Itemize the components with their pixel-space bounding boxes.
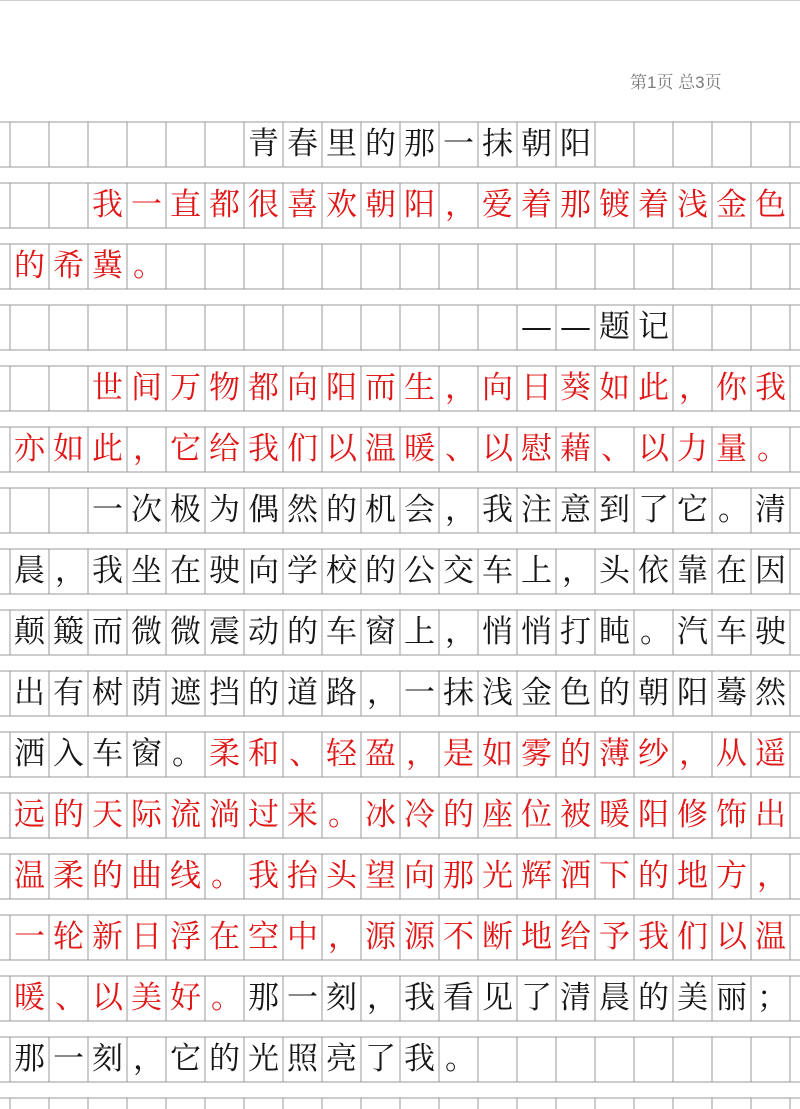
essay-char: 一 xyxy=(14,919,45,955)
essay-char: 微 xyxy=(131,614,162,650)
essay-char: 窗 xyxy=(365,614,396,650)
essay-char: 到 xyxy=(599,492,630,528)
essay-char: — xyxy=(521,309,552,345)
essay-char: ； xyxy=(757,980,788,1016)
essay-char: 饰 xyxy=(716,797,747,833)
essay-char: 有 xyxy=(53,675,84,711)
essay-char: 公 xyxy=(404,553,435,589)
essay-char: 柔 xyxy=(209,736,240,772)
essay-char: 如 xyxy=(53,431,84,467)
essay-char: 我 xyxy=(755,370,786,406)
essay-char: ， xyxy=(406,736,437,772)
essay-char: 给 xyxy=(209,431,240,467)
essay-char: 浮 xyxy=(170,919,201,955)
essay-char: 冀 xyxy=(92,248,123,284)
essay-char: 驶 xyxy=(209,553,240,589)
essay-char: 我 xyxy=(482,492,513,528)
essay-char: 来 xyxy=(287,797,318,833)
essay-char: 荫 xyxy=(131,675,162,711)
essay-char: 一 xyxy=(53,1041,84,1077)
essay-char: 阳 xyxy=(404,187,435,223)
essay-char: 它 xyxy=(170,1041,201,1077)
essay-char: 因 xyxy=(755,553,786,589)
essay-char: 挡 xyxy=(209,675,240,711)
essay-char: 色 xyxy=(560,675,591,711)
essay-char: 出 xyxy=(755,797,786,833)
essay-char: 。 xyxy=(757,431,788,467)
essay-char: 向 xyxy=(248,553,279,589)
essay-char: 震 xyxy=(209,614,240,650)
essay-char: 都 xyxy=(248,370,279,406)
essay-char: 那 xyxy=(404,126,435,162)
essay-char: 亦 xyxy=(14,431,45,467)
essay-char: 遮 xyxy=(170,675,201,711)
essay-char: 的 xyxy=(209,1041,240,1077)
essay-char: 光 xyxy=(248,1041,279,1077)
essay-char: 轻 xyxy=(326,736,357,772)
essay-char: 的 xyxy=(92,858,123,894)
essay-char: 一 xyxy=(92,492,123,528)
essay-char: 喜 xyxy=(287,187,318,223)
essay-char: 。 xyxy=(211,980,242,1016)
essay-char: 驶 xyxy=(755,614,786,650)
essay-char: 如 xyxy=(599,370,630,406)
essay-char: 淌 xyxy=(209,797,240,833)
essay-char: 们 xyxy=(287,431,318,467)
essay-char: 下 xyxy=(599,858,630,894)
essay-char: 温 xyxy=(14,858,45,894)
essay-char: 过 xyxy=(248,797,279,833)
essay-char: 而 xyxy=(365,370,396,406)
essay-char: 空 xyxy=(248,919,279,955)
essay-char: 温 xyxy=(755,919,786,955)
essay-char: 日 xyxy=(521,370,552,406)
essay-char: 我 xyxy=(248,858,279,894)
essay-char: 刻 xyxy=(92,1041,123,1077)
essay-char: 。 xyxy=(172,736,203,772)
essay-char: ， xyxy=(367,675,398,711)
essay-char: 清 xyxy=(560,980,591,1016)
essay-char: 那 xyxy=(443,858,474,894)
essay-char: 头 xyxy=(326,858,357,894)
essay-char: 洒 xyxy=(14,736,45,772)
essay-char: 。 xyxy=(328,797,359,833)
essay-char: 阳 xyxy=(677,675,708,711)
essay-char: 的 xyxy=(443,797,474,833)
essay-char: 亮 xyxy=(326,1041,357,1077)
essay-char: 暖 xyxy=(404,431,435,467)
essay-char: ， xyxy=(679,736,710,772)
essay-char: — xyxy=(560,309,591,345)
essay-char: 看 xyxy=(443,980,474,1016)
essay-char: ， xyxy=(757,858,788,894)
essay-char: 微 xyxy=(170,614,201,650)
essay-char: 。 xyxy=(445,1041,476,1077)
essay-char: 向 xyxy=(482,370,513,406)
essay-char: 很 xyxy=(248,187,279,223)
essay-char: 簸 xyxy=(53,614,84,650)
essay-char: 的 xyxy=(560,736,591,772)
essay-char: 的 xyxy=(14,248,45,284)
essay-char: 流 xyxy=(170,797,201,833)
essay-char: 天 xyxy=(92,797,123,833)
essay-char: 的 xyxy=(599,675,630,711)
essay-char: 修 xyxy=(677,797,708,833)
essay-char: 朝 xyxy=(365,187,396,223)
essay-char: 向 xyxy=(404,858,435,894)
essay-char: 生 xyxy=(404,370,435,406)
essay-char: 日 xyxy=(131,919,162,955)
essay-char: 会 xyxy=(404,492,435,528)
essay-char: 了 xyxy=(365,1041,396,1077)
essay-char: 位 xyxy=(521,797,552,833)
essay-char: 间 xyxy=(131,370,162,406)
essay-char: 上 xyxy=(404,614,435,650)
essay-char: 树 xyxy=(92,675,123,711)
essay-char: 向 xyxy=(287,370,318,406)
essay-char: 轮 xyxy=(53,919,84,955)
essay-char: 抬 xyxy=(287,858,318,894)
essay-char: 我 xyxy=(404,1041,435,1077)
essay-char: 刻 xyxy=(326,980,357,1016)
essay-char: 量 xyxy=(716,431,747,467)
essay-char: 我 xyxy=(404,980,435,1016)
essay-char: 美 xyxy=(131,980,162,1016)
essay-char: 力 xyxy=(677,431,708,467)
essay-char: 你 xyxy=(716,370,747,406)
essay-char: 那 xyxy=(248,980,279,1016)
essay-char: 依 xyxy=(638,553,669,589)
essay-char: 我 xyxy=(92,187,123,223)
essay-char: 以 xyxy=(716,919,747,955)
essay-char: 机 xyxy=(365,492,396,528)
essay-char: 曲 xyxy=(131,858,162,894)
essay-char: 。 xyxy=(718,492,749,528)
essay-char: 浅 xyxy=(482,675,513,711)
essay-char: 柔 xyxy=(53,858,84,894)
essay-char: 雾 xyxy=(521,736,552,772)
essay-char: 金 xyxy=(521,675,552,711)
essay-char: 车 xyxy=(716,614,747,650)
essay-char: 藉 xyxy=(560,431,591,467)
essay-char: 此 xyxy=(638,370,669,406)
essay-char: 见 xyxy=(482,980,513,1016)
essay-char: 在 xyxy=(209,919,240,955)
essay-char: 道 xyxy=(287,675,318,711)
essay-char: 、 xyxy=(55,980,86,1016)
essay-char: 那 xyxy=(14,1041,45,1077)
essay-char: 此 xyxy=(92,431,123,467)
essay-char: 如 xyxy=(482,736,513,772)
essay-char: 一 xyxy=(287,980,318,1016)
essay-char: 辉 xyxy=(521,858,552,894)
essay-char: 靠 xyxy=(677,553,708,589)
essay-char: 阳 xyxy=(326,370,357,406)
essay-char: 蓦 xyxy=(716,675,747,711)
essay-char: 万 xyxy=(170,370,201,406)
essay-char: 都 xyxy=(209,187,240,223)
essay-char: 断 xyxy=(482,919,513,955)
essay-char: 、 xyxy=(601,431,632,467)
essay-char: 从 xyxy=(716,736,747,772)
essay-char: 了 xyxy=(638,492,669,528)
essay-char: 以 xyxy=(326,431,357,467)
essay-char: 偶 xyxy=(248,492,279,528)
essay-char: 方 xyxy=(716,858,747,894)
essay-char: 地 xyxy=(677,858,708,894)
essay-char: 的 xyxy=(53,797,84,833)
essay-char: 青 xyxy=(248,126,279,162)
essay-char: 予 xyxy=(599,919,630,955)
essay-char: 里 xyxy=(326,126,357,162)
essay-char: 被 xyxy=(560,797,591,833)
essay-char: 爱 xyxy=(482,187,513,223)
essay-char: 朝 xyxy=(521,126,552,162)
essay-char: 车 xyxy=(92,736,123,772)
essay-char: 我 xyxy=(638,919,669,955)
essay-char: 好 xyxy=(170,980,201,1016)
essay-char: 窗 xyxy=(131,736,162,772)
essay-char: 汽 xyxy=(677,614,708,650)
essay-char: 抹 xyxy=(482,126,513,162)
essay-char: 入 xyxy=(53,736,84,772)
essay-char: 、 xyxy=(445,431,476,467)
essay-char: 注 xyxy=(521,492,552,528)
essay-char: 的 xyxy=(326,492,357,528)
essay-char: 颠 xyxy=(14,614,45,650)
essay-char: 。 xyxy=(211,858,242,894)
essay-char: 照 xyxy=(287,1041,318,1077)
essay-char: 物 xyxy=(209,370,240,406)
essay-char: ， xyxy=(133,1041,164,1077)
essay-char: 暖 xyxy=(599,797,630,833)
essay-char: ， xyxy=(445,370,476,406)
essay-char: 题 xyxy=(599,309,630,345)
essay-char: ， xyxy=(367,980,398,1016)
essay-char: 薄 xyxy=(599,736,630,772)
essay-char: 源 xyxy=(365,919,396,955)
essay-char: 我 xyxy=(92,553,123,589)
essay-char: 以 xyxy=(92,980,123,1016)
essay-char: 一 xyxy=(443,126,474,162)
essay-char: 不 xyxy=(443,919,474,955)
essay-char: 车 xyxy=(482,553,513,589)
essay-char: 金 xyxy=(716,187,747,223)
essay-char: 而 xyxy=(92,614,123,650)
essay-char: 车 xyxy=(326,614,357,650)
essay-char: 以 xyxy=(482,431,513,467)
essay-char: 然 xyxy=(755,675,786,711)
essay-char: 阳 xyxy=(560,126,591,162)
essay-char: 遥 xyxy=(755,736,786,772)
essay-char: 次 xyxy=(131,492,162,528)
essay-char: 、 xyxy=(289,736,320,772)
essay-char: 暖 xyxy=(14,980,45,1016)
essay-char: 以 xyxy=(638,431,669,467)
essay-char: 在 xyxy=(716,553,747,589)
essay-char: 着 xyxy=(638,187,669,223)
essay-char: 远 xyxy=(14,797,45,833)
essay-char: ， xyxy=(562,553,593,589)
essay-char: 冷 xyxy=(404,797,435,833)
essay-char: 线 xyxy=(170,858,201,894)
essay-char: 我 xyxy=(248,431,279,467)
essay-char: 的 xyxy=(638,858,669,894)
essay-char: 盈 xyxy=(365,736,396,772)
essay-char: 光 xyxy=(482,858,513,894)
essay-char: 清 xyxy=(755,492,786,528)
essay-char: 温 xyxy=(365,431,396,467)
essay-char: 抹 xyxy=(443,675,474,711)
essay-char: 们 xyxy=(677,919,708,955)
essay-char: 镀 xyxy=(599,187,630,223)
essay-char: 欢 xyxy=(326,187,357,223)
essay-char: 头 xyxy=(599,553,630,589)
essay-char: 上 xyxy=(521,553,552,589)
essay-char: 给 xyxy=(560,919,591,955)
essay-char: 慰 xyxy=(521,431,552,467)
essay-char: 望 xyxy=(365,858,396,894)
essay-char: 晨 xyxy=(14,553,45,589)
essay-char: 洒 xyxy=(560,858,591,894)
essay-char: 学 xyxy=(287,553,318,589)
essay-char: 盹 xyxy=(599,614,630,650)
essay-char: ， xyxy=(445,187,476,223)
essay-char: 新 xyxy=(92,919,123,955)
essay-char: 世 xyxy=(92,370,123,406)
essay-char: 晨 xyxy=(599,980,630,1016)
essay-char: ， xyxy=(445,492,476,528)
essay-char: 中 xyxy=(287,919,318,955)
essay-char: 冰 xyxy=(365,797,396,833)
essay-char: 丽 xyxy=(716,980,747,1016)
essay-char: 是 xyxy=(443,736,474,772)
essay-char: 坐 xyxy=(131,553,162,589)
essay-char: 校 xyxy=(326,553,357,589)
essay-char: 直 xyxy=(170,187,201,223)
essay-char: 地 xyxy=(521,919,552,955)
essay-char: 在 xyxy=(170,553,201,589)
essay-char: 。 xyxy=(133,248,164,284)
essay-char: ， xyxy=(133,431,164,467)
essay-char: 它 xyxy=(170,431,201,467)
essay-char: ， xyxy=(328,919,359,955)
essay-char: 着 xyxy=(521,187,552,223)
essay-char: 源 xyxy=(404,919,435,955)
essay-char: 极 xyxy=(170,492,201,528)
essay-char: 朝 xyxy=(638,675,669,711)
essay-char: 动 xyxy=(248,614,279,650)
essay-char: 葵 xyxy=(560,370,591,406)
essay-char: 纱 xyxy=(638,736,669,772)
essay-char: 的 xyxy=(248,675,279,711)
essay-char: 记 xyxy=(638,309,669,345)
essay-char: 交 xyxy=(443,553,474,589)
essay-char: ， xyxy=(55,553,86,589)
essay-char: 座 xyxy=(482,797,513,833)
essay-char: 打 xyxy=(560,614,591,650)
essay-char: 了 xyxy=(521,980,552,1016)
essay-char: 那 xyxy=(560,187,591,223)
essay-char: ， xyxy=(445,614,476,650)
page-indicator: 第1页 总3页 xyxy=(630,73,722,92)
essay-char: 它 xyxy=(677,492,708,528)
essay-char: 悄 xyxy=(521,614,552,650)
essay-char: 希 xyxy=(53,248,84,284)
essay-char: 的 xyxy=(365,553,396,589)
essay-char: 的 xyxy=(638,980,669,1016)
essay-char: 的 xyxy=(365,126,396,162)
essay-char: 阳 xyxy=(638,797,669,833)
essay-char: ， xyxy=(679,370,710,406)
essay-char: 的 xyxy=(287,614,318,650)
essay-char: 一 xyxy=(131,187,162,223)
essay-char: 然 xyxy=(287,492,318,528)
essay-char: 春 xyxy=(287,126,318,162)
essay-char: 为 xyxy=(209,492,240,528)
essay-char: 意 xyxy=(560,492,591,528)
essay-char: 浅 xyxy=(677,187,708,223)
essay-char: 。 xyxy=(640,614,671,650)
essay-char: 一 xyxy=(404,675,435,711)
essay-char: 悄 xyxy=(482,614,513,650)
essay-char: 路 xyxy=(326,675,357,711)
essay-char: 美 xyxy=(677,980,708,1016)
essay-char: 色 xyxy=(755,187,786,223)
essay-char: 和 xyxy=(248,736,279,772)
essay-char: 际 xyxy=(131,797,162,833)
essay-char: 出 xyxy=(14,675,45,711)
